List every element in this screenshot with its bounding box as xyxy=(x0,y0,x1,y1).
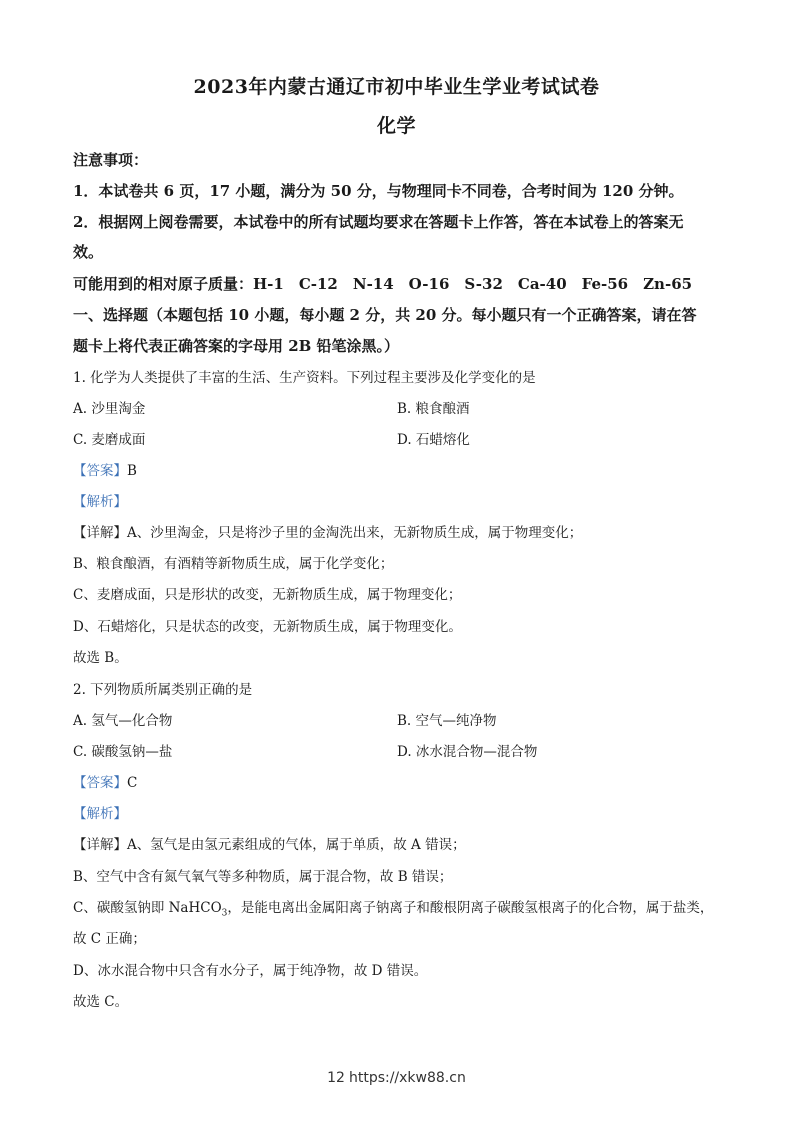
notice-item-1: 1．本试卷共 6 页，17 小题，满分为 50 分，与物理同卡不同卷，合考时间为 120 分钟。 xyxy=(73,182,684,200)
q2-detail-1 xyxy=(73,835,723,855)
q1-option-b: B. 粮食酿酒 xyxy=(397,401,470,417)
q1-analysis-tag: 【解析】 xyxy=(73,494,127,510)
notice-heading: 注意事项： xyxy=(73,151,149,169)
q2-option-c: C. 碳酸氢钠—盐 xyxy=(73,744,173,760)
section-heading: 一、选择题（本题包括 10 小题，每小题 2 分，共 20 分。每小题只有一个正确答案，请在答 xyxy=(73,306,697,324)
subscript: 3 xyxy=(221,908,228,919)
q1-detail-2: B、粮食酿酒，有酒精等新物质生成，属于化学变化； xyxy=(73,556,394,572)
q1-option-c: C. 麦磨成面 xyxy=(73,432,146,448)
detail-tag: 【详解】 xyxy=(73,837,127,853)
q1-detail-1 xyxy=(73,523,723,543)
q2-analysis-tag: 【解析】 xyxy=(73,806,127,822)
notice-item-2-cont: 效。 xyxy=(73,243,104,261)
notice-item-2: 2．根据网上阅卷需要，本试卷中的所有试题均要求在答题卡上作答，答在本试卷上的答案无 xyxy=(73,213,684,231)
section-heading-cont: 题卡上将代表正确答案的字母用 2B 铅笔涂黑。） xyxy=(73,337,400,355)
q1-detail-4: D、石蜡熔化，只是状态的改变，无新物质生成，属于物理变化。 xyxy=(73,619,462,635)
detail-tag: 【详解】 xyxy=(73,525,127,541)
q2-answer xyxy=(73,773,723,793)
q1-conclusion: 故选 B。 xyxy=(73,650,128,666)
q1-answer xyxy=(73,461,723,481)
q1-option-a: A. 沙里淘金 xyxy=(73,401,146,417)
q2-conclusion: 故选 C。 xyxy=(73,994,129,1010)
q2-option-d: D. 冰水混合物—混合物 xyxy=(397,744,538,760)
q1-detail-3: C、麦磨成面，只是形状的改变，无新物质生成，属于物理变化； xyxy=(73,587,462,603)
q2-detail-4: D、冰水混合物中只含有水分子，属于纯净物，故 D 错误。 xyxy=(73,963,428,979)
atomic-mass-line: 可能用到的相对原子质量：H-1 C-12 N-14 O-16 S-32 Ca-40 Fe-56 Zn-65 xyxy=(73,275,693,293)
detail-text: A、沙里淘金，只是将沙子里的金淘洗出来，无新物质生成，属于物理变化； xyxy=(127,525,583,541)
detail-text: C、碳酸氢钠即 NaHCO xyxy=(73,900,222,916)
q1-option-d: D. 石蜡熔化 xyxy=(397,432,470,448)
q2-detail-3 xyxy=(73,898,723,924)
q1-stem: 1. 化学为人类提供了丰富的生活、生产资料。下列过程主要涉及化学变化的是 xyxy=(73,370,536,386)
source-url: https://xkw88.cn xyxy=(348,1070,466,1086)
answer-tag: 【答案】 xyxy=(73,463,127,479)
q2-detail-3-cont: 故 C 正确； xyxy=(73,931,146,947)
q2-detail-2: B、空气中含有氮气氧气等多种物质，属于混合物，故 B 错误； xyxy=(73,869,453,885)
answer-tag: 【答案】 xyxy=(73,775,127,791)
subject-title: 化学 xyxy=(376,115,416,137)
detail-text: A、氢气是由氢元素组成的气体，属于单质，故 A 错误； xyxy=(127,837,466,853)
page-footer xyxy=(0,1070,793,1086)
q2-option-a: A. 氢气—化合物 xyxy=(73,713,173,729)
answer-value: C xyxy=(127,775,138,791)
detail-text: ，是能电离出金属阳离子钠离子和酸根阴离子碳酸氢根离子的化合物，属于盐类， xyxy=(227,900,714,916)
q2-option-b: B. 空气—纯净物 xyxy=(397,713,497,729)
answer-value: B xyxy=(127,463,137,479)
q2-stem: 2. 下列物质所属类别正确的是 xyxy=(73,682,253,698)
exam-title: 2023年内蒙古通辽市初中毕业生学业考试试卷 xyxy=(193,76,600,98)
page-number: 12 xyxy=(327,1070,345,1086)
